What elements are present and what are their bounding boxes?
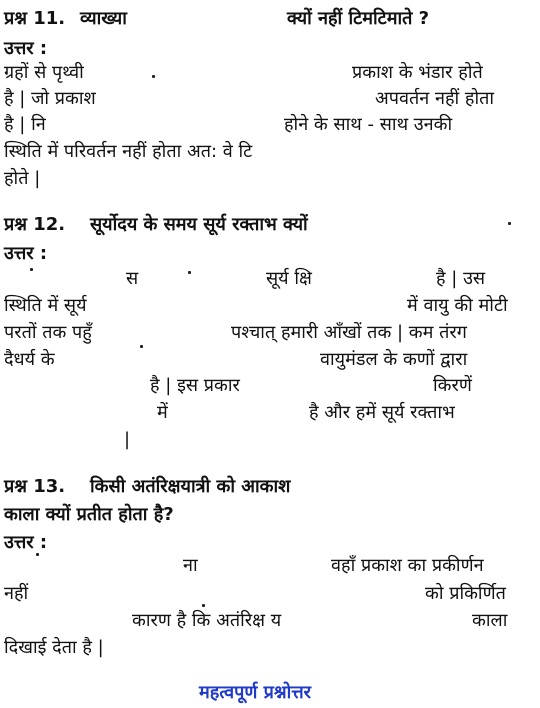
q13-line1b: वहाँ प्रकाश का प्रकीर्णन bbox=[331, 555, 484, 576]
q11-label: प्रश्न 11. bbox=[4, 8, 66, 29]
q12-line6a: में bbox=[157, 402, 168, 423]
q11-title-part1: व्याख्या bbox=[80, 8, 127, 29]
q12-line1a: स bbox=[126, 268, 139, 289]
q13-line2b: को प्रकिर्णित bbox=[425, 583, 506, 604]
print-speck bbox=[508, 222, 511, 225]
q12-line1c: है | उस bbox=[436, 268, 486, 289]
print-speck bbox=[30, 268, 33, 271]
q11-line2b: अपवर्तन नहीं होता bbox=[375, 88, 495, 109]
q12-answer-label: उत्तर : bbox=[4, 243, 48, 264]
print-speck bbox=[36, 553, 39, 556]
q13-line2a: नहीं bbox=[4, 583, 29, 604]
q12-line5a: है | इस प्रकार bbox=[150, 375, 240, 396]
q12-line3a: परतों तक पहुँ bbox=[4, 322, 92, 343]
q11-line3a: है | नि bbox=[4, 114, 46, 135]
q12-title: सूर्योदय के समय सूर्य रक्ताभ क्यों bbox=[90, 214, 308, 235]
q13-line1a: ना bbox=[183, 555, 198, 576]
print-speck bbox=[152, 75, 155, 78]
q12-line2a: स्थिति में सूर्य bbox=[4, 295, 87, 316]
q11-line1b: प्रकाश के भंडार होते bbox=[352, 62, 483, 83]
q12-line4a: दैधर्य के bbox=[4, 349, 55, 370]
q12-line4b: वायुमंडल के कणों द्वारा bbox=[320, 349, 468, 370]
section-heading: महत्वपूर्ण प्रश्नोत्तर bbox=[199, 682, 312, 703]
q13-title-line1: किसी अतंरिक्षयात्री को आकाश bbox=[90, 476, 291, 497]
q11-line4: स्थिति में परिवर्तन नहीं होता अत: वे टि bbox=[4, 141, 253, 162]
print-speck bbox=[140, 345, 143, 348]
q13-line3a: कारण है कि अतंरिक्ष य bbox=[132, 610, 282, 631]
print-speck bbox=[202, 604, 205, 607]
print-speck bbox=[188, 271, 191, 274]
q12-line5b: किरणें bbox=[433, 375, 472, 396]
q13-answer-label: उत्तर : bbox=[4, 532, 48, 553]
q11-line5: होते | bbox=[4, 168, 41, 189]
q12-line3b: पश्चात् हमारी आँखों तक | कम तंरग bbox=[231, 322, 467, 343]
q13-title-line2: काला क्यों प्रतीत होता है? bbox=[4, 504, 174, 525]
q11-line2a: है | जो प्रकाश bbox=[4, 88, 96, 109]
q11-title-part2: क्यों नहीं टिमटिमाते ? bbox=[287, 8, 430, 29]
q11-line3b: होने के साथ - साथ उनकी bbox=[284, 114, 453, 135]
q13-line3b: काला bbox=[472, 610, 508, 631]
q11-line1a: ग्रहों से पृथ्वी bbox=[4, 62, 84, 83]
q12-line1b: सूर्य क्षि bbox=[266, 268, 312, 289]
q13-line4: दिखाई देता है | bbox=[4, 637, 104, 658]
q12-label: प्रश्न 12. bbox=[4, 214, 66, 235]
q11-answer-label: उत्तर : bbox=[4, 38, 48, 59]
q13-label: प्रश्न 13. bbox=[4, 476, 66, 497]
q12-line6b: है और हमें सूर्य रक्ताभ bbox=[309, 402, 455, 423]
q12-line7: | bbox=[124, 429, 131, 450]
q12-line2b: में वायु की मोटी bbox=[407, 295, 508, 316]
